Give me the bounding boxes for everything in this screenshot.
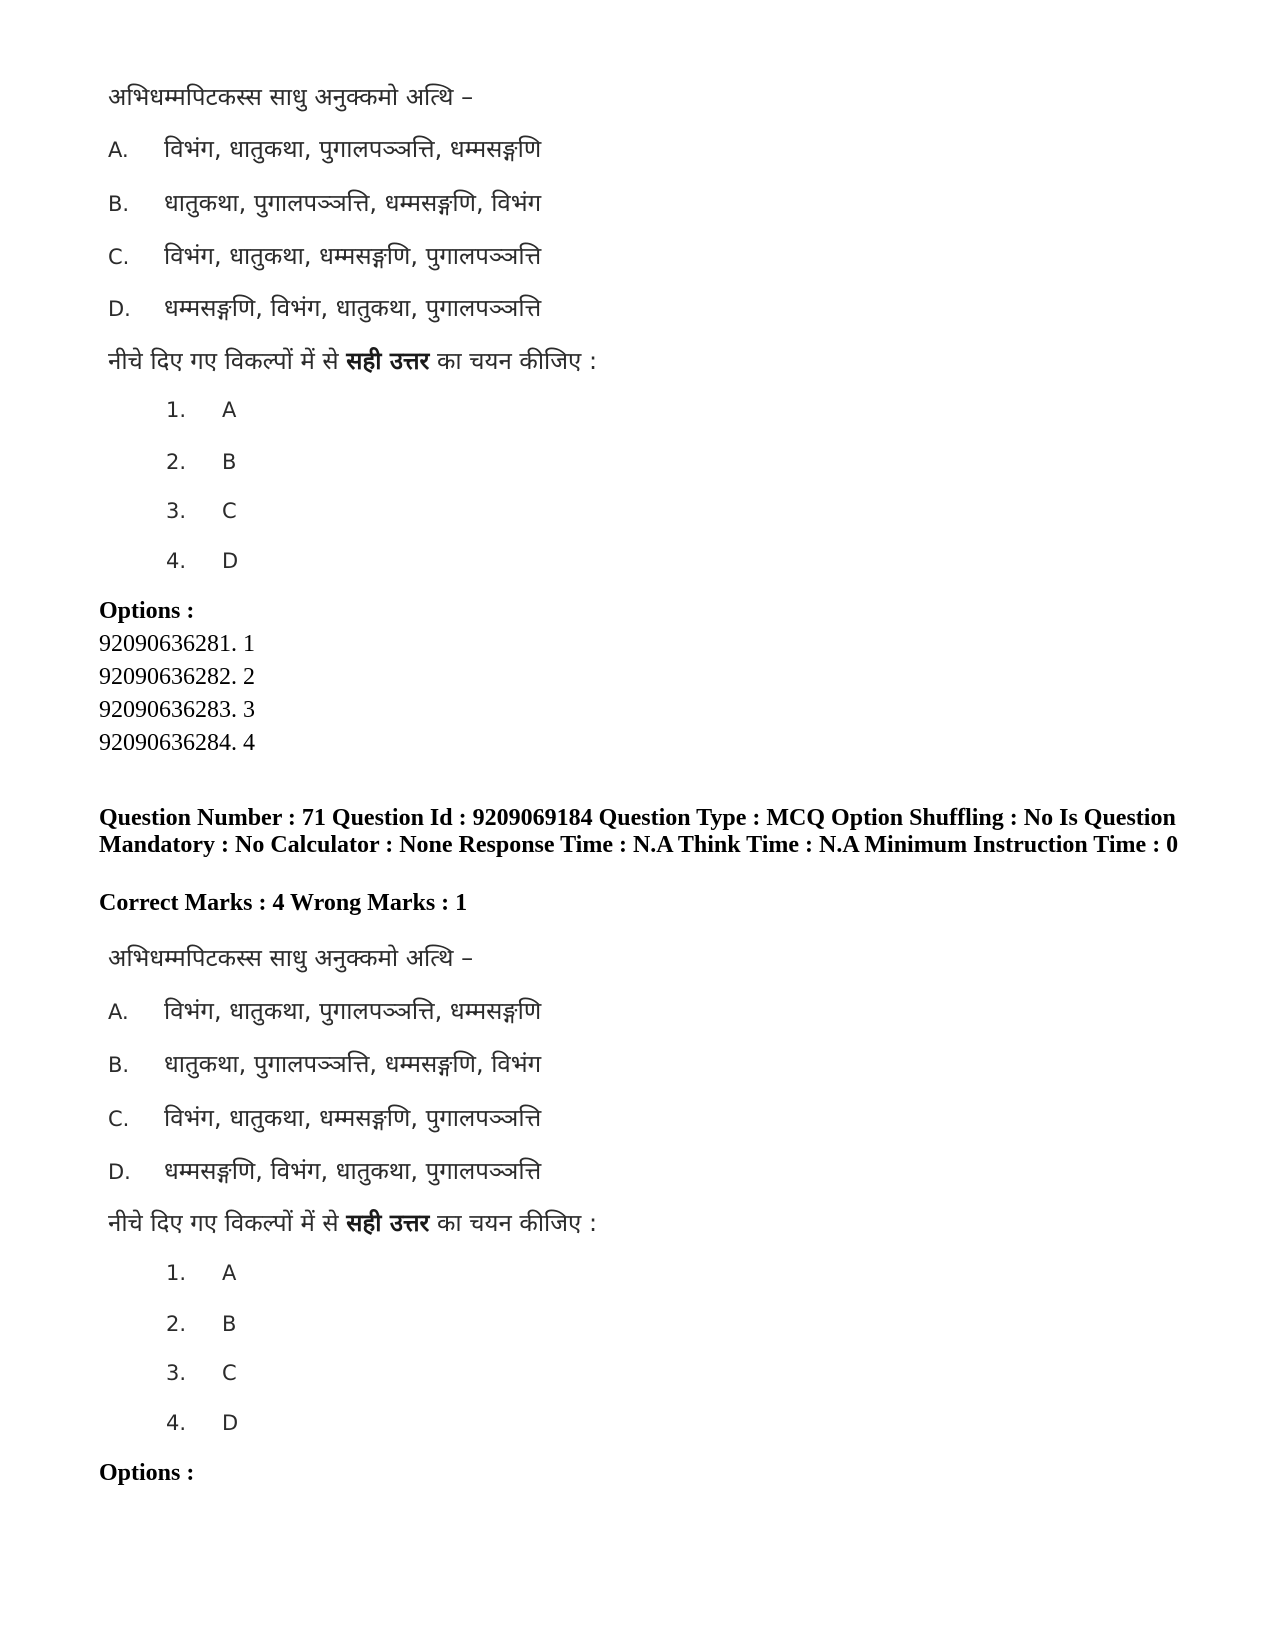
- choice-4: [166, 549, 238, 573]
- answer-option-a: [108, 132, 541, 165]
- answer-option-b: [108, 186, 541, 219]
- option-text: विभंग, धातुकथा, पुगालपञ्ञत्ति, धम्मसङ्गणि: [164, 997, 542, 1025]
- instruction-bold: सही उत्तर: [346, 347, 430, 375]
- question-metadata: Question Number : 71 Question Id : 9209069184 Question Type : MCQ Option Shuffling : No Is Question Mandatory : No Calculator : None Response Time : N.A Think Time : N.A Minimum Instruction Time : 0: [99, 805, 1179, 858]
- choice-3: [166, 499, 237, 523]
- option-letter: C.: [108, 245, 130, 269]
- instruction-text: [108, 344, 597, 377]
- choice-label: B: [222, 450, 237, 474]
- choice-label: A: [222, 1261, 237, 1285]
- choice-4: [166, 1411, 238, 1435]
- option-letter: A.: [108, 1000, 129, 1024]
- option-id-row: 92090636281. 1: [99, 631, 255, 657]
- option-text: धातुकथा, पुगालपञ्ञत्ति, धम्मसङ्गणि, विभंग: [164, 189, 542, 217]
- choice-number: 1.: [166, 398, 187, 422]
- answer-option-c: [108, 1101, 541, 1134]
- choice-number: 4.: [166, 1411, 187, 1435]
- option-letter: C.: [108, 1107, 130, 1131]
- option-text: धम्मसङ्गणि, विभंग, धातुकथा, पुगालपञ्ञत्ति: [164, 294, 542, 322]
- answer-option-d: [108, 291, 541, 324]
- choice-number: 3.: [166, 499, 187, 523]
- choice-label: C: [222, 1361, 237, 1385]
- option-letter: D.: [108, 297, 131, 321]
- choice-2: [166, 1312, 236, 1336]
- question-stem: अभिधम्मपिटकस्स साधु अनुक्कमो अत्थि –: [108, 944, 474, 972]
- instruction-post: का चयन कीजिए :: [429, 1209, 598, 1237]
- choice-2: [166, 450, 236, 474]
- option-letter: B.: [108, 1053, 130, 1077]
- question-marks: Correct Marks : 4 Wrong Marks : 1: [99, 890, 468, 916]
- instruction-pre: नीचे दिए गए विकल्पों में से: [108, 1209, 347, 1237]
- choice-number: 4.: [166, 549, 187, 573]
- instruction-text: [108, 1206, 597, 1239]
- option-text: विभंग, धातुकथा, धम्मसङ्गणि, पुगालपञ्ञत्ति: [164, 1104, 542, 1132]
- option-letter: A.: [108, 138, 129, 162]
- instruction-post: का चयन कीजिए :: [429, 347, 598, 375]
- option-letter: B.: [108, 192, 130, 216]
- choice-label: D: [222, 1411, 239, 1435]
- option-text: विभंग, धातुकथा, धम्मसङ्गणि, पुगालपञ्ञत्ति: [164, 242, 542, 270]
- options-heading: Options :: [99, 598, 195, 624]
- choice-number: 3.: [166, 1361, 187, 1385]
- option-text: विभंग, धातुकथा, पुगालपञ्ञत्ति, धम्मसङ्गणि: [164, 135, 542, 163]
- answer-option-c: [108, 239, 541, 272]
- choice-label: A: [222, 398, 237, 422]
- question-stem: अभिधम्मपिटकस्स साधु अनुक्कमो अत्थि –: [108, 83, 474, 111]
- choice-1: [166, 1261, 236, 1285]
- option-text: धातुकथा, पुगालपञ्ञत्ति, धम्मसङ्गणि, विभंग: [164, 1050, 542, 1078]
- answer-option-a: [108, 994, 541, 1027]
- option-id-row: 92090636284. 4: [99, 730, 255, 756]
- options-heading: Options :: [99, 1460, 195, 1486]
- choice-label: B: [222, 1312, 237, 1336]
- choice-label: D: [222, 549, 239, 573]
- choice-number: 2.: [166, 450, 187, 474]
- option-letter: D.: [108, 1160, 131, 1184]
- choice-label: C: [222, 499, 237, 523]
- instruction-bold: सही उत्तर: [346, 1209, 430, 1237]
- choice-3: [166, 1361, 237, 1385]
- option-id-row: 92090636283. 3: [99, 697, 255, 723]
- instruction-pre: नीचे दिए गए विकल्पों में से: [108, 347, 347, 375]
- choice-number: 2.: [166, 1312, 187, 1336]
- answer-option-b: [108, 1047, 541, 1080]
- choice-1: [166, 398, 236, 422]
- choice-number: 1.: [166, 1261, 187, 1285]
- answer-option-d: [108, 1154, 541, 1187]
- option-text: धम्मसङ्गणि, विभंग, धातुकथा, पुगालपञ्ञत्ति: [164, 1157, 542, 1185]
- option-id-row: 92090636282. 2: [99, 664, 255, 690]
